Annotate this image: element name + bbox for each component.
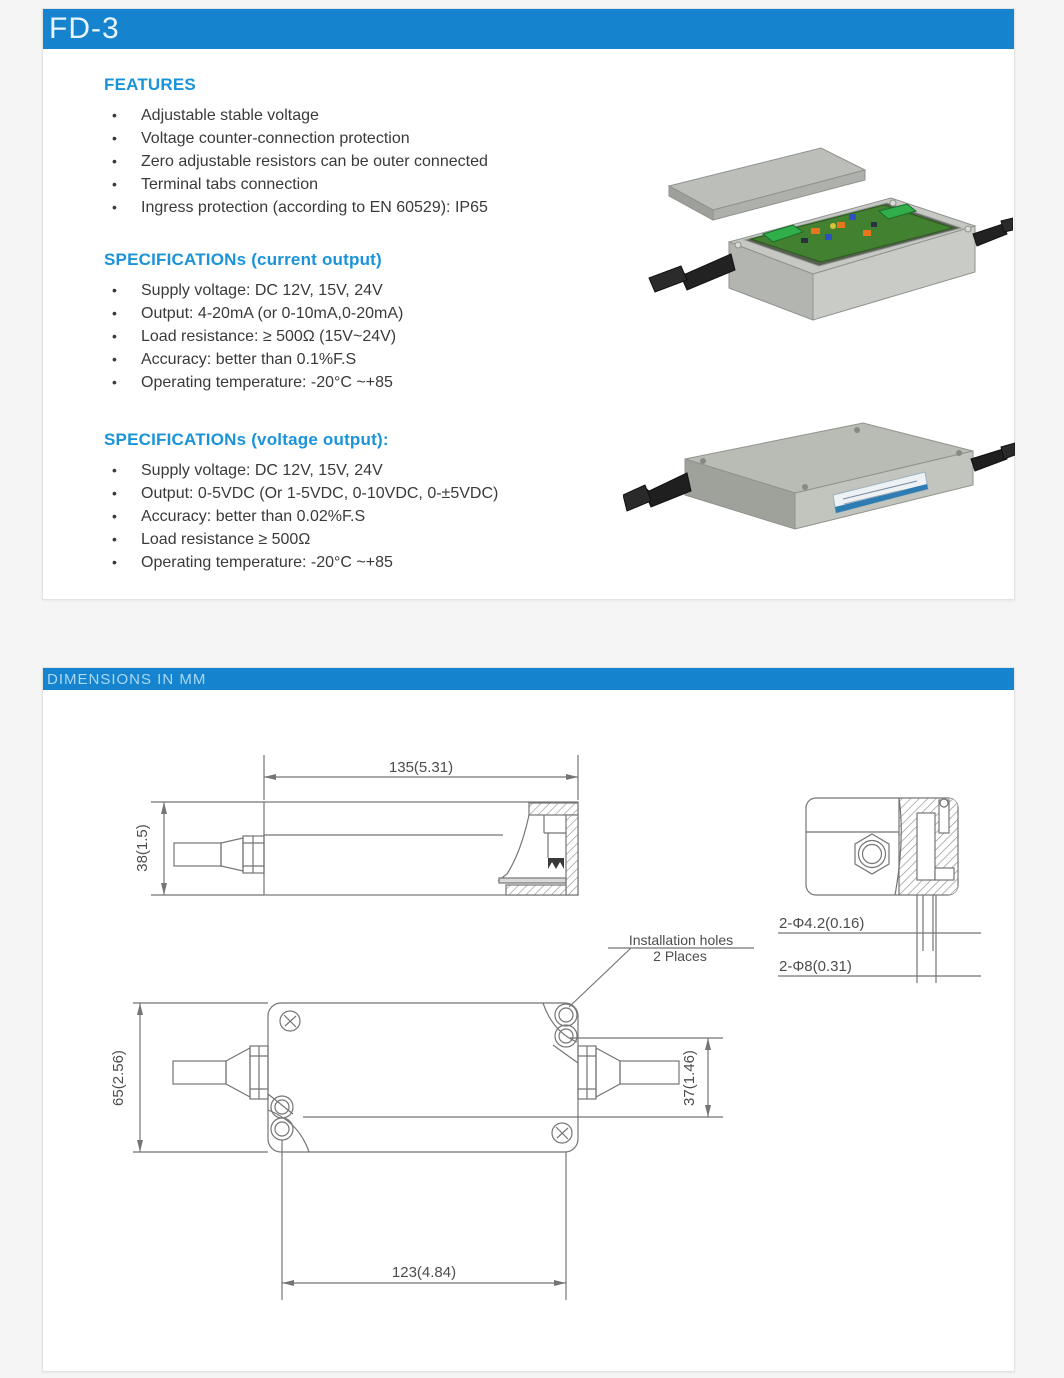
- bullet-icon: •: [112, 305, 117, 321]
- spec-voltage-heading: SPECIFICATIONs (voltage output):: [104, 430, 389, 449]
- feature-text: Zero adjustable resistors can be outer connected: [141, 153, 488, 170]
- list-item: [104, 371, 679, 394]
- bullet-icon: •: [112, 130, 117, 146]
- product-title-bar: [43, 9, 1014, 49]
- mounting-hole-detail: [778, 798, 981, 983]
- list-item: [104, 150, 679, 173]
- hole-large-label: 2-Φ8(0.31): [779, 958, 852, 975]
- list-item: [104, 325, 679, 348]
- list-item: [104, 505, 679, 528]
- bullet-icon: •: [112, 462, 117, 478]
- dimension-drawing-svg: [43, 690, 1014, 1371]
- top-view: [133, 1003, 723, 1300]
- spec-text: Operating temperature: -20°C ~+85: [141, 554, 393, 571]
- spec-text: Supply voltage: DC 12V, 15V, 24V: [141, 462, 383, 479]
- top-view-width-dim: 65(2.56): [110, 1050, 127, 1106]
- bullet-icon: •: [112, 485, 117, 501]
- list-item: [104, 302, 679, 325]
- list-item: [104, 173, 679, 196]
- features-heading: FEATURES: [104, 75, 196, 94]
- feature-text: Adjustable stable voltage: [141, 107, 319, 124]
- side-view: [151, 755, 578, 895]
- bullet-icon: •: [112, 282, 117, 298]
- list-item: [104, 196, 679, 219]
- open-enclosure-illustration: [641, 134, 1013, 339]
- spec-current-section: [104, 250, 679, 394]
- installation-holes-note-line1: Installation holes: [628, 932, 734, 948]
- product-panel: [42, 8, 1015, 600]
- installation-holes-note-line2: 2 Places: [653, 948, 707, 964]
- feature-text: Terminal tabs connection: [141, 176, 318, 193]
- list-item: [104, 104, 679, 127]
- spec-current-list: [104, 279, 679, 394]
- product-photo-open-enclosure: [641, 134, 1013, 339]
- top-view-hole-span-dim: 37(1.46): [681, 1050, 698, 1106]
- list-item: [104, 459, 679, 482]
- bullet-icon: •: [112, 199, 117, 215]
- list-item: [104, 279, 679, 302]
- spec-text: Output: 4-20mA (or 0-10mA,0-20mA): [141, 305, 404, 322]
- list-item: [104, 528, 679, 551]
- bullet-icon: •: [112, 554, 117, 570]
- spec-text: Load resistance ≥ 500Ω: [141, 531, 311, 548]
- spec-current-heading: SPECIFICATIONs (current output): [104, 250, 382, 269]
- dimensions-heading: DIMENSIONS IN MM: [47, 670, 207, 688]
- spec-text: Supply voltage: DC 12V, 15V, 24V: [141, 282, 383, 299]
- dimensions-title-bar: [43, 668, 1014, 690]
- product-photo-closed-enclosure: [623, 407, 1015, 569]
- bullet-icon: •: [112, 107, 117, 123]
- features-list: [104, 104, 679, 219]
- spec-text: Operating temperature: -20°C ~+85: [141, 374, 393, 391]
- closed-enclosure-illustration: [623, 407, 1015, 569]
- bullet-icon: •: [112, 153, 117, 169]
- bullet-icon: •: [112, 328, 117, 344]
- list-item: [104, 348, 679, 371]
- feature-text: Ingress protection (according to EN 60529): IP65: [141, 199, 488, 216]
- bullet-icon: •: [112, 351, 117, 367]
- bullet-icon: •: [112, 531, 117, 547]
- spec-voltage-section: [104, 430, 679, 574]
- technical-drawing: [43, 690, 1014, 1371]
- side-view-length-dim: 135(5.31): [388, 759, 454, 776]
- list-item: [104, 127, 679, 150]
- bullet-icon: •: [112, 176, 117, 192]
- feature-text: Voltage counter-connection protection: [141, 130, 410, 147]
- spec-text: Accuracy: better than 0.1%F.S: [141, 351, 357, 368]
- hole-small-label: 2-Φ4.2(0.16): [779, 915, 865, 932]
- bullet-icon: •: [112, 374, 117, 390]
- spec-voltage-list: [104, 459, 679, 574]
- bullet-icon: •: [112, 508, 117, 524]
- spec-text: Load resistance: ≥ 500Ω (15V~24V): [141, 328, 397, 345]
- top-view-length-dim: 123(4.84): [391, 1264, 457, 1281]
- spec-text: Accuracy: better than 0.02%F.S: [141, 508, 366, 525]
- list-item: [104, 482, 679, 505]
- side-view-height-dim: 38(1.5): [134, 824, 151, 872]
- spec-text: Output: 0-5VDC (Or 1-5VDC, 0-10VDC, 0-±5VDC): [141, 485, 499, 502]
- features-section: [104, 75, 679, 219]
- page-title: FD-3: [49, 12, 120, 45]
- dimensions-panel: [42, 667, 1015, 1372]
- list-item: [104, 551, 679, 574]
